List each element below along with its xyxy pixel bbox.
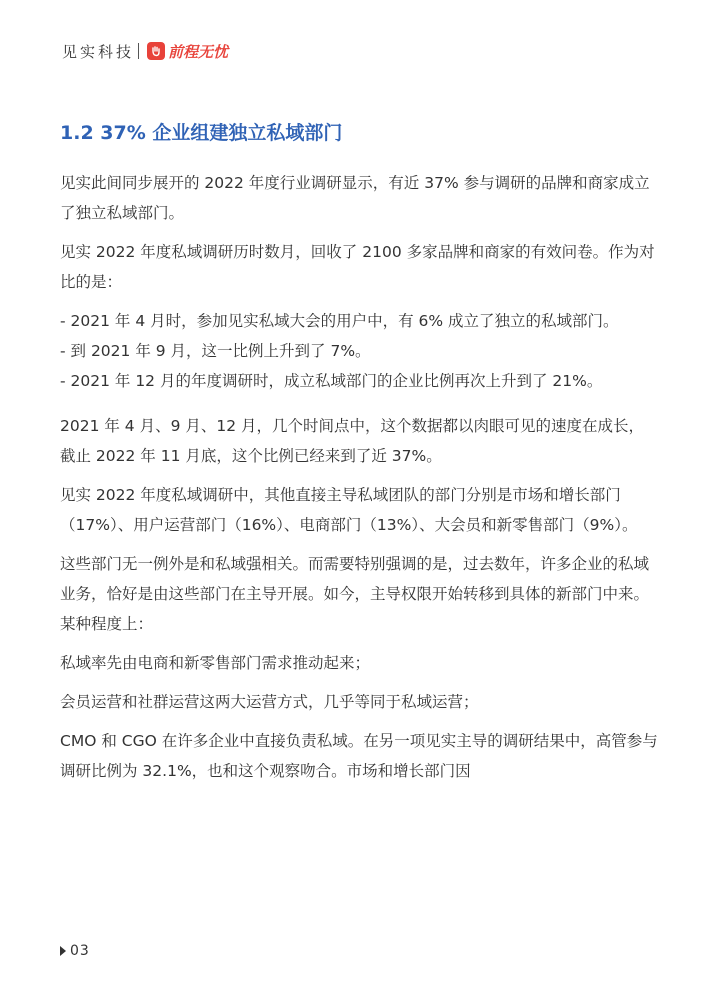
list-item: - 到 2021 年 9 月，这一比例上升到了 7%。 bbox=[60, 342, 371, 360]
paragraph: 见实 2022 年度私域调研中，其他直接主导私域团队的部门分别是市场和增长部门（17%）、用户运营部门（16%）、电商部门（13%）、大会员和新零售部门（9%）。 bbox=[60, 486, 638, 534]
paragraph: 私域率先由电商和新零售部门需求推动起来； bbox=[60, 654, 371, 672]
list-item: - 2021 年 12 月的年度调研时，成立私域部门的企业比例再次上升到了 21%。 bbox=[60, 372, 603, 390]
page-footer bbox=[60, 943, 90, 959]
brand-logo-text: 见实科技 bbox=[62, 42, 135, 61]
paragraph: 2021 年 4 月、9 月、12 月，几个时间点中，这个数据都以肉眼可见的速度在成长，截止 2022 年 11 月底，这个比例已经来到了近 37%。 bbox=[60, 417, 645, 465]
article-body bbox=[60, 168, 658, 786]
paragraph: 见实 2022 年度私域调研历时数月，回收了 2100 多家品牌和商家的有效问卷。作为对比的是： bbox=[60, 243, 655, 291]
hand-logo-icon bbox=[147, 42, 165, 60]
list-item: - 2021 年 4 月时，参加见实私域大会的用户中，有 6% 成立了独立的私域部门。 bbox=[60, 312, 619, 330]
paragraph: 这些部门无一例外是和私域强相关。而需要特别强调的是，过去数年，许多企业的私域业务，恰好是由这些部门在主导开展。如今，主导权限开始转移到具体的新部门中来。某种程度上： bbox=[60, 555, 650, 633]
triangle-right-icon bbox=[60, 946, 66, 956]
page-header bbox=[62, 38, 228, 64]
partner-logo-text: 前程无忧 bbox=[168, 42, 229, 61]
page-number: 03 bbox=[70, 943, 90, 959]
paragraph: CMO 和 CGO 在许多企业中直接负责私域。在另一项见实主导的调研结果中，高管参与调研比例为 32.1%，也和这个观察吻合。市场和增长部门因 bbox=[60, 732, 658, 780]
paragraph: 见实此间同步展开的 2022 年度行业调研显示，有近 37% 参与调研的品牌和商家成立了独立私域部门。 bbox=[60, 174, 650, 222]
timeline-list bbox=[60, 306, 658, 396]
section-title: 1.2 37% 企业组建独立私域部门 bbox=[60, 122, 343, 144]
brand-divider bbox=[138, 43, 139, 59]
partner-logo bbox=[147, 41, 228, 62]
paragraph: 会员运营和社群运营这两大运营方式，几乎等同于私域运营； bbox=[60, 693, 479, 711]
